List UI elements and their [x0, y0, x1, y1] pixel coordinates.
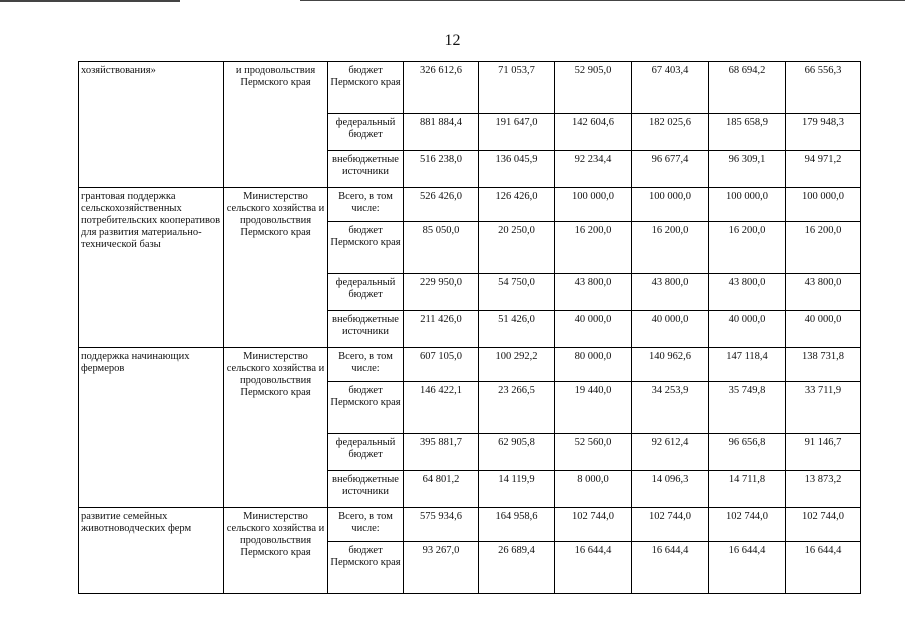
top-scan-rule-right [300, 0, 905, 1]
amount-year-cell: 102 744,0 [786, 508, 861, 542]
amount-year-cell: 43 800,0 [555, 274, 632, 311]
amount-year-cell: 14 711,8 [709, 471, 786, 508]
amount-year-cell: 126 426,0 [479, 188, 555, 222]
amount-year-cell: 100 000,0 [632, 188, 709, 222]
amount-year-cell: 191 647,0 [479, 114, 555, 151]
funding-source-cell: федеральный бюджет [328, 274, 404, 311]
amount-year-cell: 43 800,0 [709, 274, 786, 311]
amount-year-cell: 71 053,7 [479, 62, 555, 114]
measure-name-cell: поддержка начинающих фермеров [79, 348, 224, 508]
amount-year-cell: 52 560,0 [555, 434, 632, 471]
amount-year-cell: 136 045,9 [479, 151, 555, 188]
amount-year-cell: 91 146,7 [786, 434, 861, 471]
amount-year-cell: 35 749,8 [709, 382, 786, 434]
amount-year-cell: 16 644,4 [555, 542, 632, 594]
measure-name-cell: грантовая поддержка сельскохозяйственных потребительских кооперативов для развития материально-технической базы [79, 188, 224, 348]
amount-year-cell: 33 711,9 [786, 382, 861, 434]
amount-year-cell: 16 200,0 [632, 222, 709, 274]
amount-year-cell: 40 000,0 [709, 311, 786, 348]
amount-year-cell: 100 292,2 [479, 348, 555, 382]
table-row [79, 508, 861, 542]
amount-year-cell: 16 200,0 [555, 222, 632, 274]
amount-year-cell: 142 604,6 [555, 114, 632, 151]
funding-source-cell: Всего, в том числе: [328, 348, 404, 382]
page-number: 12 [444, 32, 461, 49]
funding-source-cell: федеральный бюджет [328, 434, 404, 471]
amount-total-cell: 229 950,0 [404, 274, 479, 311]
amount-year-cell: 92 234,4 [555, 151, 632, 188]
amount-year-cell: 34 253,9 [632, 382, 709, 434]
amount-total-cell: 395 881,7 [404, 434, 479, 471]
funding-source-cell: бюджет Пермского края [328, 382, 404, 434]
amount-total-cell: 211 426,0 [404, 311, 479, 348]
amount-year-cell: 19 440,0 [555, 382, 632, 434]
amount-year-cell: 147 118,4 [709, 348, 786, 382]
funding-source-cell: федеральный бюджет [328, 114, 404, 151]
amount-year-cell: 100 000,0 [786, 188, 861, 222]
amount-total-cell: 93 267,0 [404, 542, 479, 594]
amount-year-cell: 8 000,0 [555, 471, 632, 508]
amount-year-cell: 102 744,0 [632, 508, 709, 542]
amount-year-cell: 185 658,9 [709, 114, 786, 151]
executor-cell: Министерство сельского хозяйства и продовольствия Пермского края [224, 508, 328, 594]
amount-year-cell: 14 119,9 [479, 471, 555, 508]
funding-source-cell: бюджет Пермского края [328, 542, 404, 594]
budget-table-body [79, 62, 861, 594]
amount-total-cell: 516 238,0 [404, 151, 479, 188]
amount-total-cell: 881 884,4 [404, 114, 479, 151]
amount-year-cell: 96 656,8 [709, 434, 786, 471]
funding-source-cell: Всего, в том числе: [328, 188, 404, 222]
amount-year-cell: 23 266,5 [479, 382, 555, 434]
amount-year-cell: 182 025,6 [632, 114, 709, 151]
amount-year-cell: 43 800,0 [632, 274, 709, 311]
amount-year-cell: 67 403,4 [632, 62, 709, 114]
amount-year-cell: 96 309,1 [709, 151, 786, 188]
amount-total-cell: 607 105,0 [404, 348, 479, 382]
amount-year-cell: 164 958,6 [479, 508, 555, 542]
amount-year-cell: 102 744,0 [555, 508, 632, 542]
amount-total-cell: 326 612,6 [404, 62, 479, 114]
amount-year-cell: 102 744,0 [709, 508, 786, 542]
table-row [79, 348, 861, 382]
amount-total-cell: 64 801,2 [404, 471, 479, 508]
amount-total-cell: 146 422,1 [404, 382, 479, 434]
amount-year-cell: 20 250,0 [479, 222, 555, 274]
amount-year-cell: 16 644,4 [786, 542, 861, 594]
funding-source-cell: внебюджетные источники [328, 311, 404, 348]
amount-year-cell: 16 644,4 [709, 542, 786, 594]
measure-name-cell: развитие семейных животноводческих ферм [79, 508, 224, 594]
amount-year-cell: 14 096,3 [632, 471, 709, 508]
amount-year-cell: 62 905,8 [479, 434, 555, 471]
executor-cell: Министерство сельского хозяйства и продовольствия Пермского края [224, 188, 328, 348]
amount-year-cell: 54 750,0 [479, 274, 555, 311]
funding-source-cell: Всего, в том числе: [328, 508, 404, 542]
funding-source-cell: внебюджетные источники [328, 471, 404, 508]
top-scan-rule-left [0, 0, 180, 2]
amount-year-cell: 51 426,0 [479, 311, 555, 348]
amount-year-cell: 16 644,4 [632, 542, 709, 594]
amount-year-cell: 52 905,0 [555, 62, 632, 114]
amount-total-cell: 575 934,6 [404, 508, 479, 542]
amount-year-cell: 40 000,0 [786, 311, 861, 348]
amount-year-cell: 100 000,0 [709, 188, 786, 222]
funding-source-cell: бюджет Пермского края [328, 62, 404, 114]
amount-year-cell: 92 612,4 [632, 434, 709, 471]
amount-year-cell: 94 971,2 [786, 151, 861, 188]
amount-year-cell: 140 962,6 [632, 348, 709, 382]
funding-source-cell: бюджет Пермского края [328, 222, 404, 274]
amount-year-cell: 96 677,4 [632, 151, 709, 188]
amount-year-cell: 179 948,3 [786, 114, 861, 151]
amount-year-cell: 26 689,4 [479, 542, 555, 594]
executor-cell: и продовольствия Пермского края [224, 62, 328, 188]
amount-year-cell: 40 000,0 [632, 311, 709, 348]
amount-year-cell: 80 000,0 [555, 348, 632, 382]
table-row [79, 188, 861, 222]
amount-total-cell: 85 050,0 [404, 222, 479, 274]
amount-year-cell: 16 200,0 [786, 222, 861, 274]
budget-table [78, 61, 861, 594]
amount-total-cell: 526 426,0 [404, 188, 479, 222]
measure-name-cell: хозяйствования» [79, 62, 224, 188]
amount-year-cell: 138 731,8 [786, 348, 861, 382]
amount-year-cell: 100 000,0 [555, 188, 632, 222]
amount-year-cell: 68 694,2 [709, 62, 786, 114]
funding-source-cell: внебюджетные источники [328, 151, 404, 188]
amount-year-cell: 43 800,0 [786, 274, 861, 311]
table-row [79, 62, 861, 114]
amount-year-cell: 66 556,3 [786, 62, 861, 114]
amount-year-cell: 13 873,2 [786, 471, 861, 508]
amount-year-cell: 16 200,0 [709, 222, 786, 274]
executor-cell: Министерство сельского хозяйства и продовольствия Пермского края [224, 348, 328, 508]
amount-year-cell: 40 000,0 [555, 311, 632, 348]
